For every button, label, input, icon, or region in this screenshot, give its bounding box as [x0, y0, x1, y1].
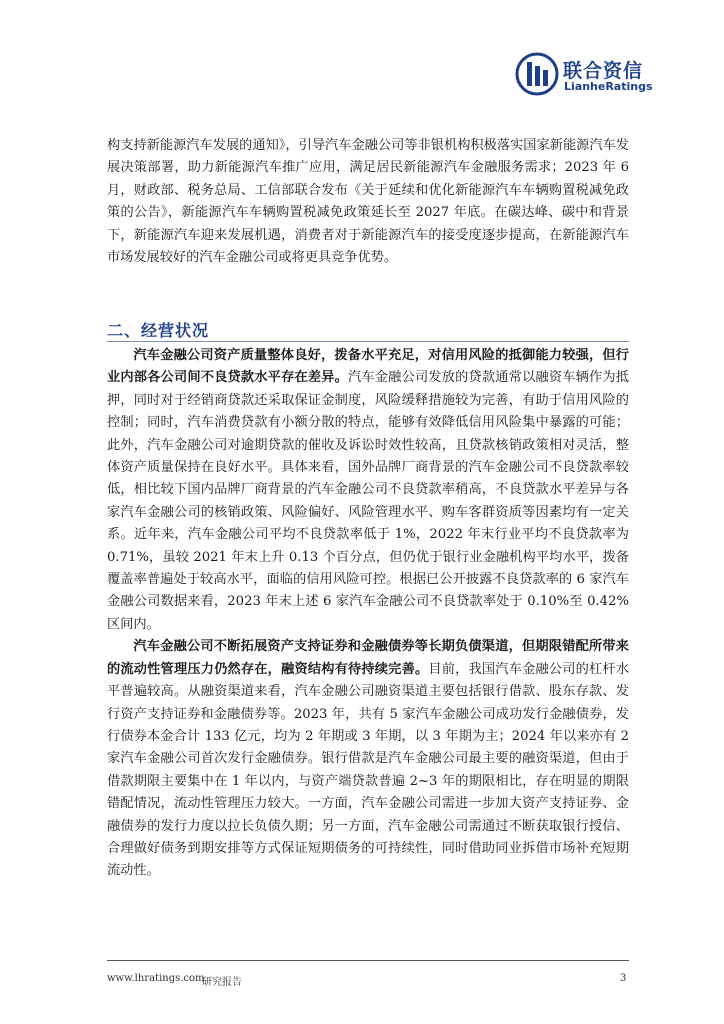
company-logo	[515, 52, 695, 100]
paragraph-asset-quality	[107, 345, 629, 636]
intro-section	[107, 135, 629, 269]
paragraph-lead: 汽车金融公司不断拓展资产支持证券和金融债券等长期负债渠道，但期限错配所带来的流动性管理压力仍然存在，融资结构有待持续完善。	[107, 639, 629, 677]
lianhe-logo-icon	[515, 52, 559, 96]
footer-report-label: 研究报告	[202, 977, 242, 988]
paragraph-funding-channels	[107, 636, 629, 882]
intro-paragraph: 构支持新能源汽车发展的通知》，引导汽车金融公司等非银机构积极落实国家新能源汽车发展决策部署，助力新能源汽车推广应用，满足居民新能源汽车金融服务需求；2023 年 6 月，财政部、税务总局、工信部联合发布《关于延续和优化新能源汽车车辆购置税减免政策的公告》，新能源汽车车辆购置税减免政策延长至 2027 年底。在碳达峰、碳中和背景下，新能源汽车迎来发展机遇，消费者对于新能源汽车的接受度逐步提高，在新能源汽车市场发展较好的汽车金融公司或将更具竞争优势。	[107, 138, 629, 266]
section-body	[107, 345, 629, 883]
footer-divider	[107, 960, 629, 961]
logo-chinese-text: 联合资信	[563, 60, 644, 82]
paragraph-text: 汽车金融公司发放的贷款通常以融资车辆作为抵押，同时对于经销商贷款还采取保证金制度，风险缓释措施较为完善，有助于信用风险的控制；同时，汽车消费贷款有小额分散的特点，能够有效降低信用风险集中暴露的可能；此外，汽车金融公司对逾期贷款的催收及诉讼时效性较高，且贷款核销政策相对灵活，整体资产质量保持在良好水平。具体来看，国外品牌厂商背景的汽车金融公司不良贷款率较低，相比较下国内品牌厂商背景的汽车金融公司不良贷款率稍高，不良贷款水平差异与各家汽车金融公司的核销政策、风险偏好、风险管理水平、购车客群资质等因素均有一定关系。近年来，汽车金融公司平均不良贷款率低于 1%，2022 年末行业平均不良贷款率为 0.71%，虽较 2021 年末上升 0.13 个百分点，但仍优于银行业金融机构平均水平，拨备覆盖率普遍处于较高水平，面临的信用风险可控。根据已公开披露不良贷款率的 6 家汽车金融公司数据来看，2023 年末上述 6 家汽车金融公司不良贷款率处于 0.10%至 0.42%区间内。	[107, 370, 629, 632]
section-divider	[107, 341, 629, 342]
paragraph-text: 目前，我国汽车金融公司的杠杆水平普遍较高。从融资渠道来看，汽车金融公司融资渠道主要包括银行借款、股东存款、发行资产支持证券和金融债券等。2023 年，共有 5 家汽车金融公司成功发行金融债券，发行债券本金合计 133 亿元，均为 2 年期或 3 年期，以 3 年期为主；2024 年以来亦有 2 家汽车金融公司首次发行金融债券。银行借款是汽车金融公司最主要的融资渠道，但由于借款期限主要集中在 1 年以内，与资产端贷款普遍 2~3 年的期限相比，存在明显的期限错配情况，流动性管理压力较大。一方面，汽车金融公司需进一步加大资产支持证券、金融债券的发行力度以拉长负债久期；另一方面，汽车金融公司需通过不断获取银行授信、合理做好债务到期安排等方式保证短期债务的可持续性，同时借助同业拆借市场补充短期流动性。	[107, 661, 630, 879]
section-heading: 二、经营状况	[107, 321, 210, 340]
paragraph-lead: 汽车金融公司资产质量整体良好，拨备水平充足，对信用风险的抵御能力较强，但行业内部各公司间不良贷款水平存在差异。	[107, 348, 629, 386]
page-number: 3	[620, 973, 627, 984]
footer-website-link[interactable]: www.lhratings.com	[107, 973, 205, 984]
logo-english-text: LianheRatings	[564, 80, 653, 93]
